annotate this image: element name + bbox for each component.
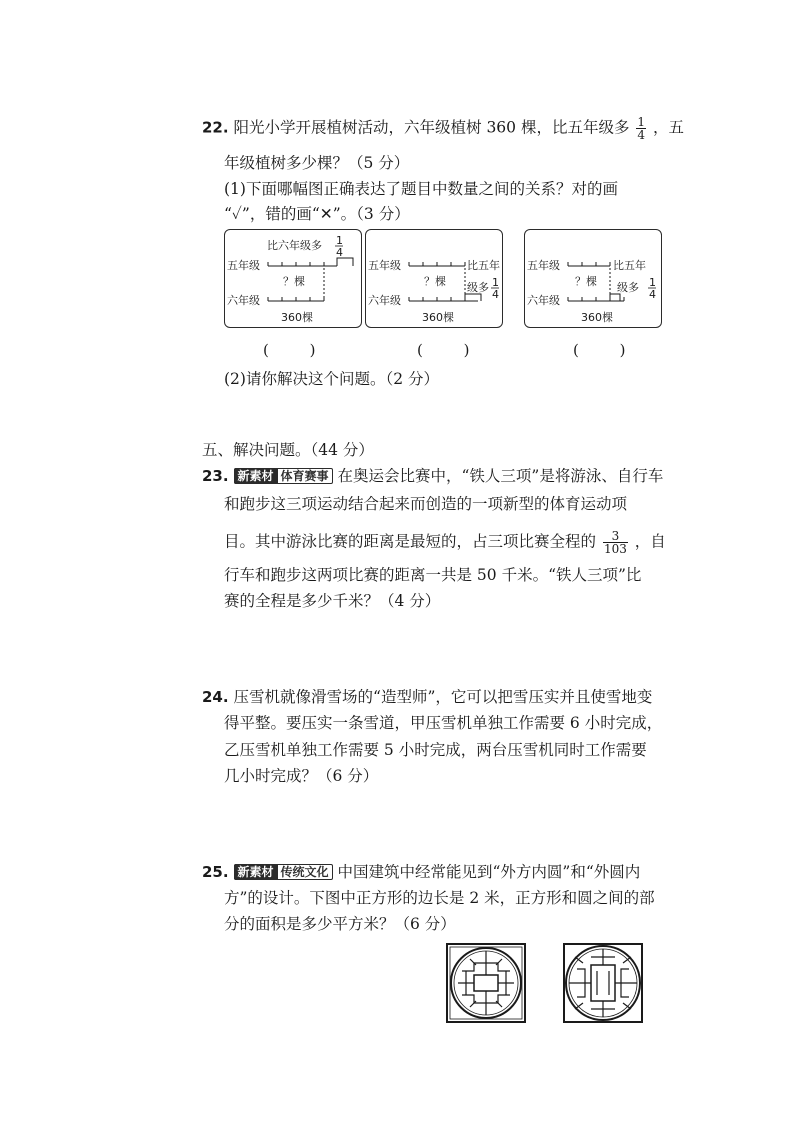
diagram-c-row1-label: 五年级 <box>527 259 560 272</box>
diagram-a-row2-label: 六年级 <box>227 294 260 307</box>
q22-sub1-line1: (1)下面哪幅图正确表达了题目中数量之间的关系？对的画 <box>224 180 618 198</box>
q23-topic-tag: 新素材 体育赛事 <box>234 468 333 484</box>
circle-outside-square-pattern <box>563 943 643 1023</box>
diagram-b-right-label: 比五年 <box>467 259 500 272</box>
q22-text-a: 阳光小学开展植树活动，六年级植树 360 棵，比五年级多 <box>233 118 630 137</box>
svg-text:1: 1 <box>649 276 656 289</box>
diagram-b-row2-label: 六年级 <box>368 294 401 307</box>
diagram-a-unknown: ？棵 <box>283 275 305 288</box>
diagram-c-unknown: ？棵 <box>575 275 597 288</box>
diagram-a-row1-label: 五年级 <box>227 259 260 272</box>
q24-number: 24. <box>202 688 229 706</box>
q22-number: 22. <box>202 118 229 137</box>
q25-line3: 分的面积是多少平方米？（6 分） <box>224 915 456 933</box>
q23-line4: 行车和跑步这两项比赛的距离一共是 50 千米。“铁人三项”比 <box>224 566 642 584</box>
svg-text:1: 1 <box>336 234 343 247</box>
q25-line1: 25. 新素材 传统文化 中国建筑中经常能见到“外方内圆”和“外圆内 <box>202 863 641 881</box>
q23-fraction: $\frac{3}{103}$ <box>603 529 627 556</box>
svg-text:1: 1 <box>492 276 499 289</box>
section-heading: 五、解决问题。（44 分） <box>202 441 374 459</box>
diagram-b-unknown: ？棵 <box>424 275 446 288</box>
line-diagram-a <box>224 229 362 328</box>
svg-text:级多: 级多 <box>617 281 639 294</box>
q23-line1: 23. 新素材 体育赛事 在奥运会比赛中，“铁人三项”是将游泳、自行车 <box>202 467 664 485</box>
q23-line3: 目。其中游泳比赛的距离是最短的，占三项比赛全程的 $\frac{3}{103}$ ，自 <box>224 529 666 556</box>
q23-number: 23. <box>202 467 229 485</box>
q22-text-b: ，五 <box>652 118 684 137</box>
svg-text:4: 4 <box>649 288 656 301</box>
svg-text:4: 4 <box>336 246 343 259</box>
q22-line2: 年级植树多少棵？（5 分） <box>224 154 410 172</box>
q24-line3: 乙压雪机单独工作需要 5 小时完成，两台压雪机同时工作需要 <box>224 741 647 759</box>
q24-line1: 24. 压雪机就像滑雪场的“造型师”，它可以把雪压实并且使雪地变 <box>202 688 653 706</box>
diagram-c-total: 360棵 <box>581 311 613 324</box>
q22-fraction: $\frac{1}{4}$ <box>637 115 646 142</box>
diagram-b-row1-label: 五年级 <box>368 259 401 272</box>
diagram-a-total: 360棵 <box>281 311 313 324</box>
q23-line5: 赛的全程是多少千米？（4 分） <box>224 592 441 610</box>
q24-line4: 几小时完成？（6 分） <box>224 767 379 785</box>
answer-paren-b[interactable]: ( ) <box>417 341 488 359</box>
q22-line1 <box>202 116 684 141</box>
line-diagram-c <box>524 229 662 328</box>
q25-line2: 方”的设计。下图中正方形的边长是 2 米，正方形和圆之间的部 <box>224 889 655 907</box>
answer-paren-c[interactable]: ( ) <box>573 341 644 359</box>
q24-line2: 得平整。要压实一条雪道，甲压雪机单独工作需要 6 小时完成， <box>224 714 663 732</box>
svg-text:级多: 级多 <box>467 281 489 294</box>
square-outside-circle-pattern <box>446 943 526 1023</box>
diagram-c-right-label: 比五年 <box>613 259 646 272</box>
answer-paren-a[interactable]: ( ) <box>263 341 334 359</box>
diagram-a-top-label: 比六年级多 <box>267 239 322 252</box>
q22-sub2: (2)请你解决这个问题。（2 分） <box>224 370 439 388</box>
svg-text:4: 4 <box>492 288 499 301</box>
q25-topic-tag: 新素材 传统文化 <box>234 864 333 880</box>
diagram-b-total: 360棵 <box>422 311 454 324</box>
q23-line2: 和跑步这三项运动结合起来而创造的一项新型的体育运动项 <box>224 495 628 513</box>
line-diagram-b <box>365 229 503 328</box>
diagram-c-row2-label: 六年级 <box>527 294 560 307</box>
q22-sub1-line2: “✓”，错的画“✕”。（3 分） <box>224 205 410 223</box>
q25-number: 25. <box>202 863 229 881</box>
